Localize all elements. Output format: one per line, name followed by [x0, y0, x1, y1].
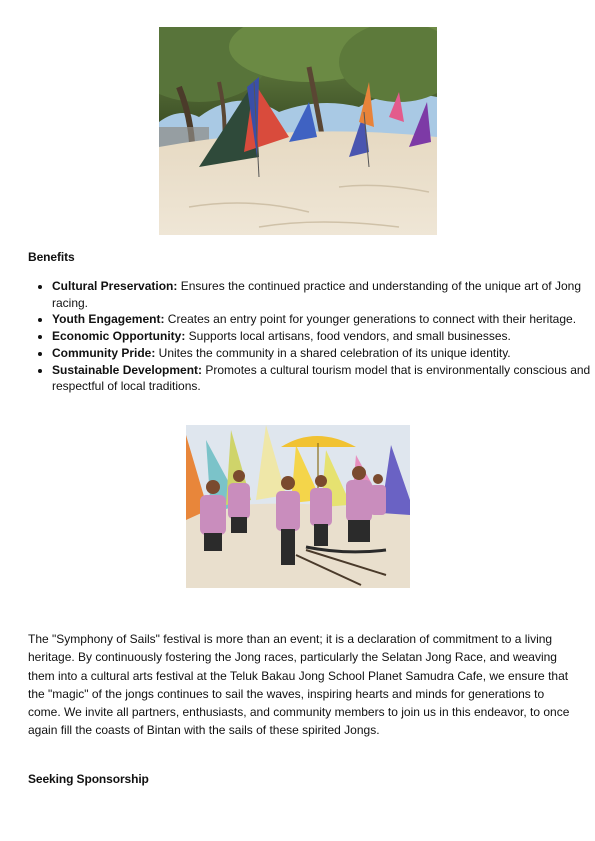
list-item: [52, 278, 595, 311]
benefit-text: Unites the community in a shared celebration of its unique identity.: [155, 345, 511, 360]
benefit-term: Cultural Preservation:: [52, 279, 178, 293]
children-dancing-photo: [186, 425, 410, 588]
benefits-heading: Benefits: [28, 250, 75, 264]
beach-sails-photo: [159, 27, 437, 235]
list-item: [52, 311, 595, 328]
list-item: [52, 328, 595, 345]
benefit-term: Sustainable Development:: [52, 362, 203, 377]
benefit-term: Youth Engagement:: [52, 312, 165, 327]
benefit-term: Community Pride:: [52, 345, 156, 360]
benefit-text: Creates an entry point for younger generations to connect with their heritage.: [164, 312, 577, 327]
sponsorship-heading: Seeking Sponsorship: [28, 772, 149, 786]
closing-paragraph: The "Symphony of Sails" festival is more than an event; it is a declaration of commitment to a living heritage. By continuously fostering the Jong races, particularly the Selatan Jong Race, and weaving them into a cultural arts festival at the Teluk Bakau Jong School Planet Samudra Cafe, we ensure that the "magic" of the jongs continues to sail the waves, inspiring hearts and minds for generations to come. We invite all partners, enthusiasts, and community members to join us in this endeavor, to once again fill the coasts of Bintan with the sails of these spirited Jongs.: [28, 632, 570, 738]
benefit-text: Promotes a cultural tourism model that is environmentally conscious and respectful of local traditions.: [52, 362, 591, 394]
list-item: [52, 345, 595, 362]
benefit-term: Economic Opportunity:: [52, 329, 186, 344]
benefit-text: Supports local artisans, food vendors, and small businesses.: [185, 329, 511, 344]
benefit-text: Ensures the continued practice and understanding of the unique art of Jong racing.: [52, 279, 581, 310]
list-item: [52, 362, 595, 395]
benefits-list: [28, 278, 595, 395]
